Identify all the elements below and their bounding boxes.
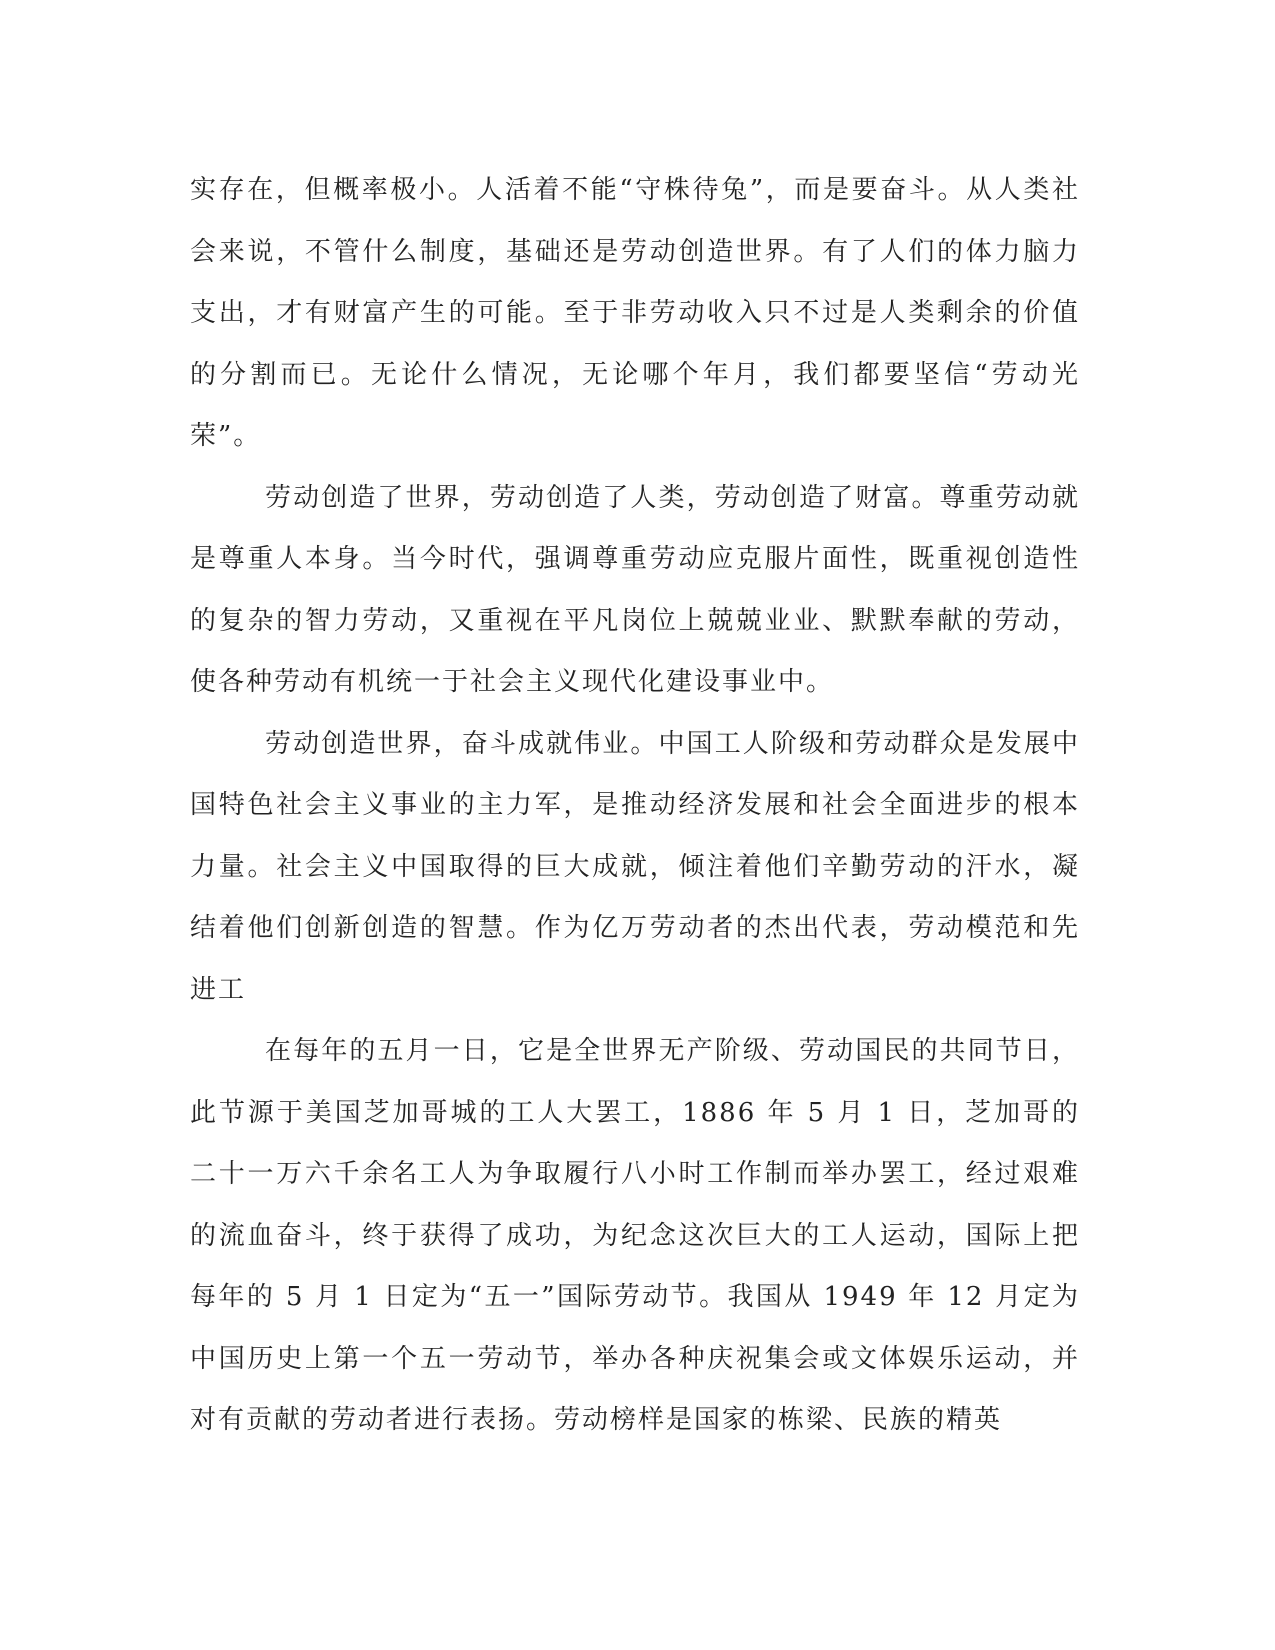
paragraph-4: 在每年的五月一日，它是全世界无产阶级、劳动国民的共同节日，此节源于美国芝加哥城的工人大罢工，1886 年 5 月 1 日，芝加哥的二十一万六千余名工人为争取履行八小时工作制而举办罢工，经过艰难的流血奋斗，终于获得了成功，为纪念这次巨大的工人运动，国际上把每年的 5 月 1 日定为“五一”国际劳动节。我国从 1949 年 12 月定为中国历史上第一个五一劳动节，举办各种庆祝集会或文体娱乐运动，并对有贡献的劳动者进行表扬。劳动榜样是国家的栋梁、民族的精英	[190, 1036, 1080, 1435]
paragraph-1: 实存在，但概率极小。人活着不能“守株待兔”，而是要奋斗。从人类社会来说，不管什么制度，基础还是劳动创造世界。有了人们的体力脑力支出，才有财富产生的可能。至于非劳动收入只不过是人类剩余的价值的分割而已。无论什么情况，无论哪个年月，我们都要坚信“劳动光荣”。	[190, 175, 1080, 451]
body-text	[190, 160, 1080, 1452]
paragraph-2: 劳动创造了世界，劳动创造了人类，劳动创造了财富。尊重劳动就是尊重人本身。当今时代，强调尊重劳动应克服片面性，既重视创造性的复杂的智力劳动，又重视在平凡岗位上兢兢业业、默默奉献的劳动，使各种劳动有机统一于社会主义现代化建设事业中。	[190, 482, 1080, 697]
paragraph-3: 劳动创造世界，奋斗成就伟业。中国工人阶级和劳动群众是发展中国特色社会主义事业的主力军，是推动经济发展和社会全面进步的根本力量。社会主义中国取得的巨大成就，倾注着他们辛勤劳动的汗水，凝结着他们创新创造的智慧。作为亿万劳动者的杰出代表，劳动模范和先进工	[190, 728, 1080, 1005]
